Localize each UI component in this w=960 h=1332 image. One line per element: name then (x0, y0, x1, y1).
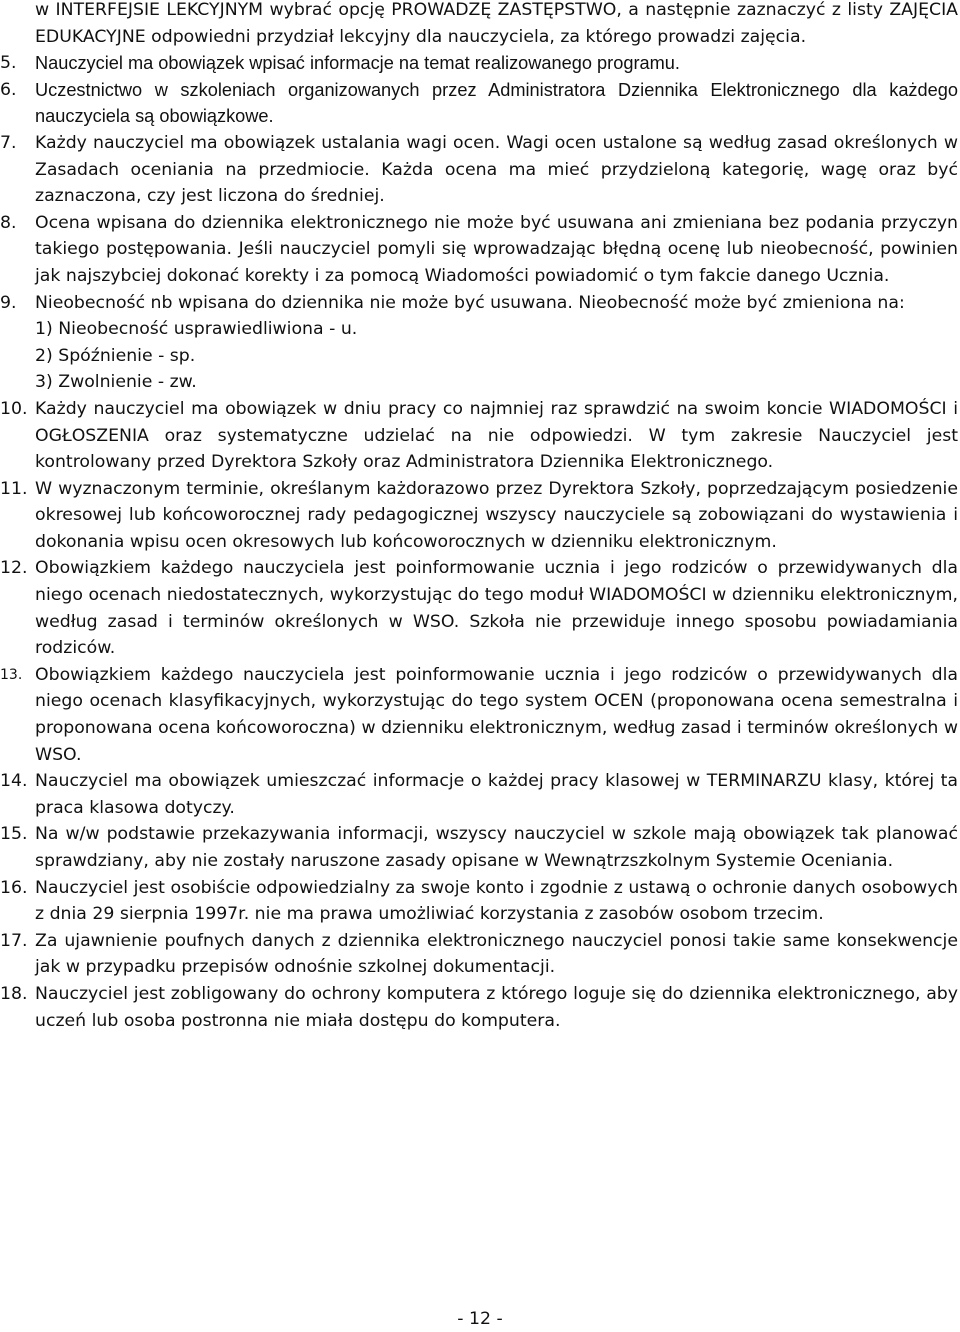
list-item-9 (0, 290, 958, 396)
lead-paragraph: w INTERFEJSIE LEKCYJNYM wybrać opcję PROWADZĘ ZASTĘPSTWO, a następnie zaznaczyć z listy ZAJĘCIA EDUKACYJNE odpowiedni przydział lekcyjny dla nauczyciela, za którego prowadzi zajęcia. (35, 0, 958, 47)
item-number: 14. (0, 771, 28, 792)
item-text: Nauczyciel jest zobligowany do ochrony komputera z którego loguje się do dziennika elektronicznego, aby uczeń lub osoba postronna nie miała dostępu do komputera. (35, 983, 958, 1031)
item-text: Nauczyciel ma obowiązek umieszczać informacje o każdej pracy klasowej w TERMINARZU klasy, której ta praca klasowa dotyczy. (35, 771, 958, 818)
item-number: 15. (0, 824, 28, 845)
list-item-10 (0, 396, 958, 476)
item-number: 8. (0, 212, 17, 233)
item-text: Nauczyciel jest osobiście odpowiedzialny za swoje konto i zgodnie z ustawą o ochronie danych osobowych z dnia 29 sierpnia 1997r. nie ma prawa umożliwiać korzystania z zasobów osobom trzecim. (35, 877, 958, 925)
item-number: 16. (0, 877, 28, 898)
page-number: - 12 - (457, 1309, 503, 1329)
item-text: Na w/w podstawie przekazywania informacji, wszyscy nauczyciel w szkole mają obowiązek tak planować sprawdziany, aby nie zostały naruszone zasady opisane w Wewnątrzszkolnym Systemie Oceniania. (35, 824, 958, 871)
item-number: 17. (0, 930, 28, 951)
item-text: Obowiązkiem każdego nauczyciela jest poinformowanie ucznia i jego rodziców o przewidywanych dla niego ocenach klasyfikacyjnych, wykorzystując do tego system OCEN (proponowana ocena semestralna i proponowana ocena końcoworoczna) w dzienniku elektronicznym, według zasad i terminów określonych w WSO. (35, 664, 958, 765)
item-number: 7. (0, 132, 17, 153)
item-number: 9. (0, 292, 17, 313)
item-number: 11. (0, 478, 28, 499)
item-text: Ocena wpisana do dziennika elektronicznego nie może być usuwana ani zmieniana bez podania przyczyn takiego postępowania. Jeśli nauczyciel pomyli się wprowadzając błędną ocenę lub nieobecność, powinien jak najszybciej dokonać korekty i za pomocą Wiadomości powiadomić o tym fakcie danego Ucznia. (35, 212, 958, 286)
sub-item: 2) Spóźnienie - sp. (35, 345, 196, 366)
item-number: 18. (0, 983, 28, 1004)
sub-item: 1) Nieobecność usprawiedliwiona - u. (35, 319, 358, 340)
item-number: 12. (0, 558, 28, 579)
item-text: Każdy nauczyciel ma obowiązek ustalania wagi ocen. Wagi ocen ustalone są według zasad określonych w Zasadach oceniania na przedmiocie. Każda ocena ma mieć przydzieloną kategorię, wagę oraz być zaznaczona, czy jest liczona do średniej. (35, 132, 958, 207)
item-text: W wyznaczonym terminie, określanym każdorazowo przez Dyrektora Szkoły, poprzedzającym posiedzenie okresowej lub końcoworocznej rady pedagogicznej wszyscy nauczyciele są zobowiązani do wystawienia i dokonania wpisu ocen okresowych lub końcoworocznych w dzienniku elektronicznym. (35, 478, 958, 552)
list-item-7 (0, 130, 958, 210)
list-item-6 (0, 77, 958, 130)
list-item-11 (0, 476, 958, 556)
item-text-block (35, 290, 958, 396)
item-number: 6. (0, 79, 17, 100)
item-number: 13. (0, 666, 23, 683)
item-text: Obowiązkiem każdego nauczyciela jest poinformowanie ucznia i jego rodziców o przewidywanych dla niego ocenach niedostatecznych, wykorzystując do tego moduł WIADOMOŚCI w dzienniku elektronicznym, według zasad i terminów określonych w WSO. Szkoła nie przewiduje innego sposobu powiadamiania rodziców. (35, 558, 958, 659)
list-item-16 (0, 875, 958, 928)
list-item-5 (0, 50, 958, 77)
item-number: 10. (0, 398, 28, 419)
list-item-13 (0, 662, 958, 768)
item-text: Za ujawnienie poufnych danych z dziennika elektronicznego nauczyciel ponosi takie same konsekwencje jak w przypadku przepisów odnośnie szkolnej dokumentacji. (35, 930, 958, 978)
item-text: Każdy nauczyciel ma obowiązek w dniu pracy co najmniej raz sprawdzić na swoim koncie WIADOMOŚCI i OGŁOSZENIA oraz systematyczne udzielać na nie odpowiedzi. W tym zakresie Nauczyciel jest kontrolowany przed Dyrektora Szkoły oraz Administratora Dziennika Elektronicznego. (35, 398, 958, 473)
item-text: Nauczyciel ma obowiązek wpisać informacje na temat realizowanego programu. (35, 53, 680, 74)
list-item-18 (0, 981, 958, 1034)
list-item-17 (0, 928, 958, 981)
sub-item: 3) Zwolnienie - zw. (35, 372, 197, 393)
item-number: 5. (0, 53, 17, 74)
list-item-15 (0, 821, 958, 874)
list-item-12 (0, 555, 958, 661)
list-item-8 (0, 210, 958, 290)
item-text: Nieobecność nb wpisana do dziennika nie może być usuwana. Nieobecność może być zmieniona na: (35, 292, 905, 313)
list-item-14 (0, 768, 958, 821)
item-text: Uczestnictwo w szkoleniach organizowanych przez Administratora Dziennika Elektronicznego dla każdego nauczyciela są obowiązkowe. (35, 79, 958, 127)
